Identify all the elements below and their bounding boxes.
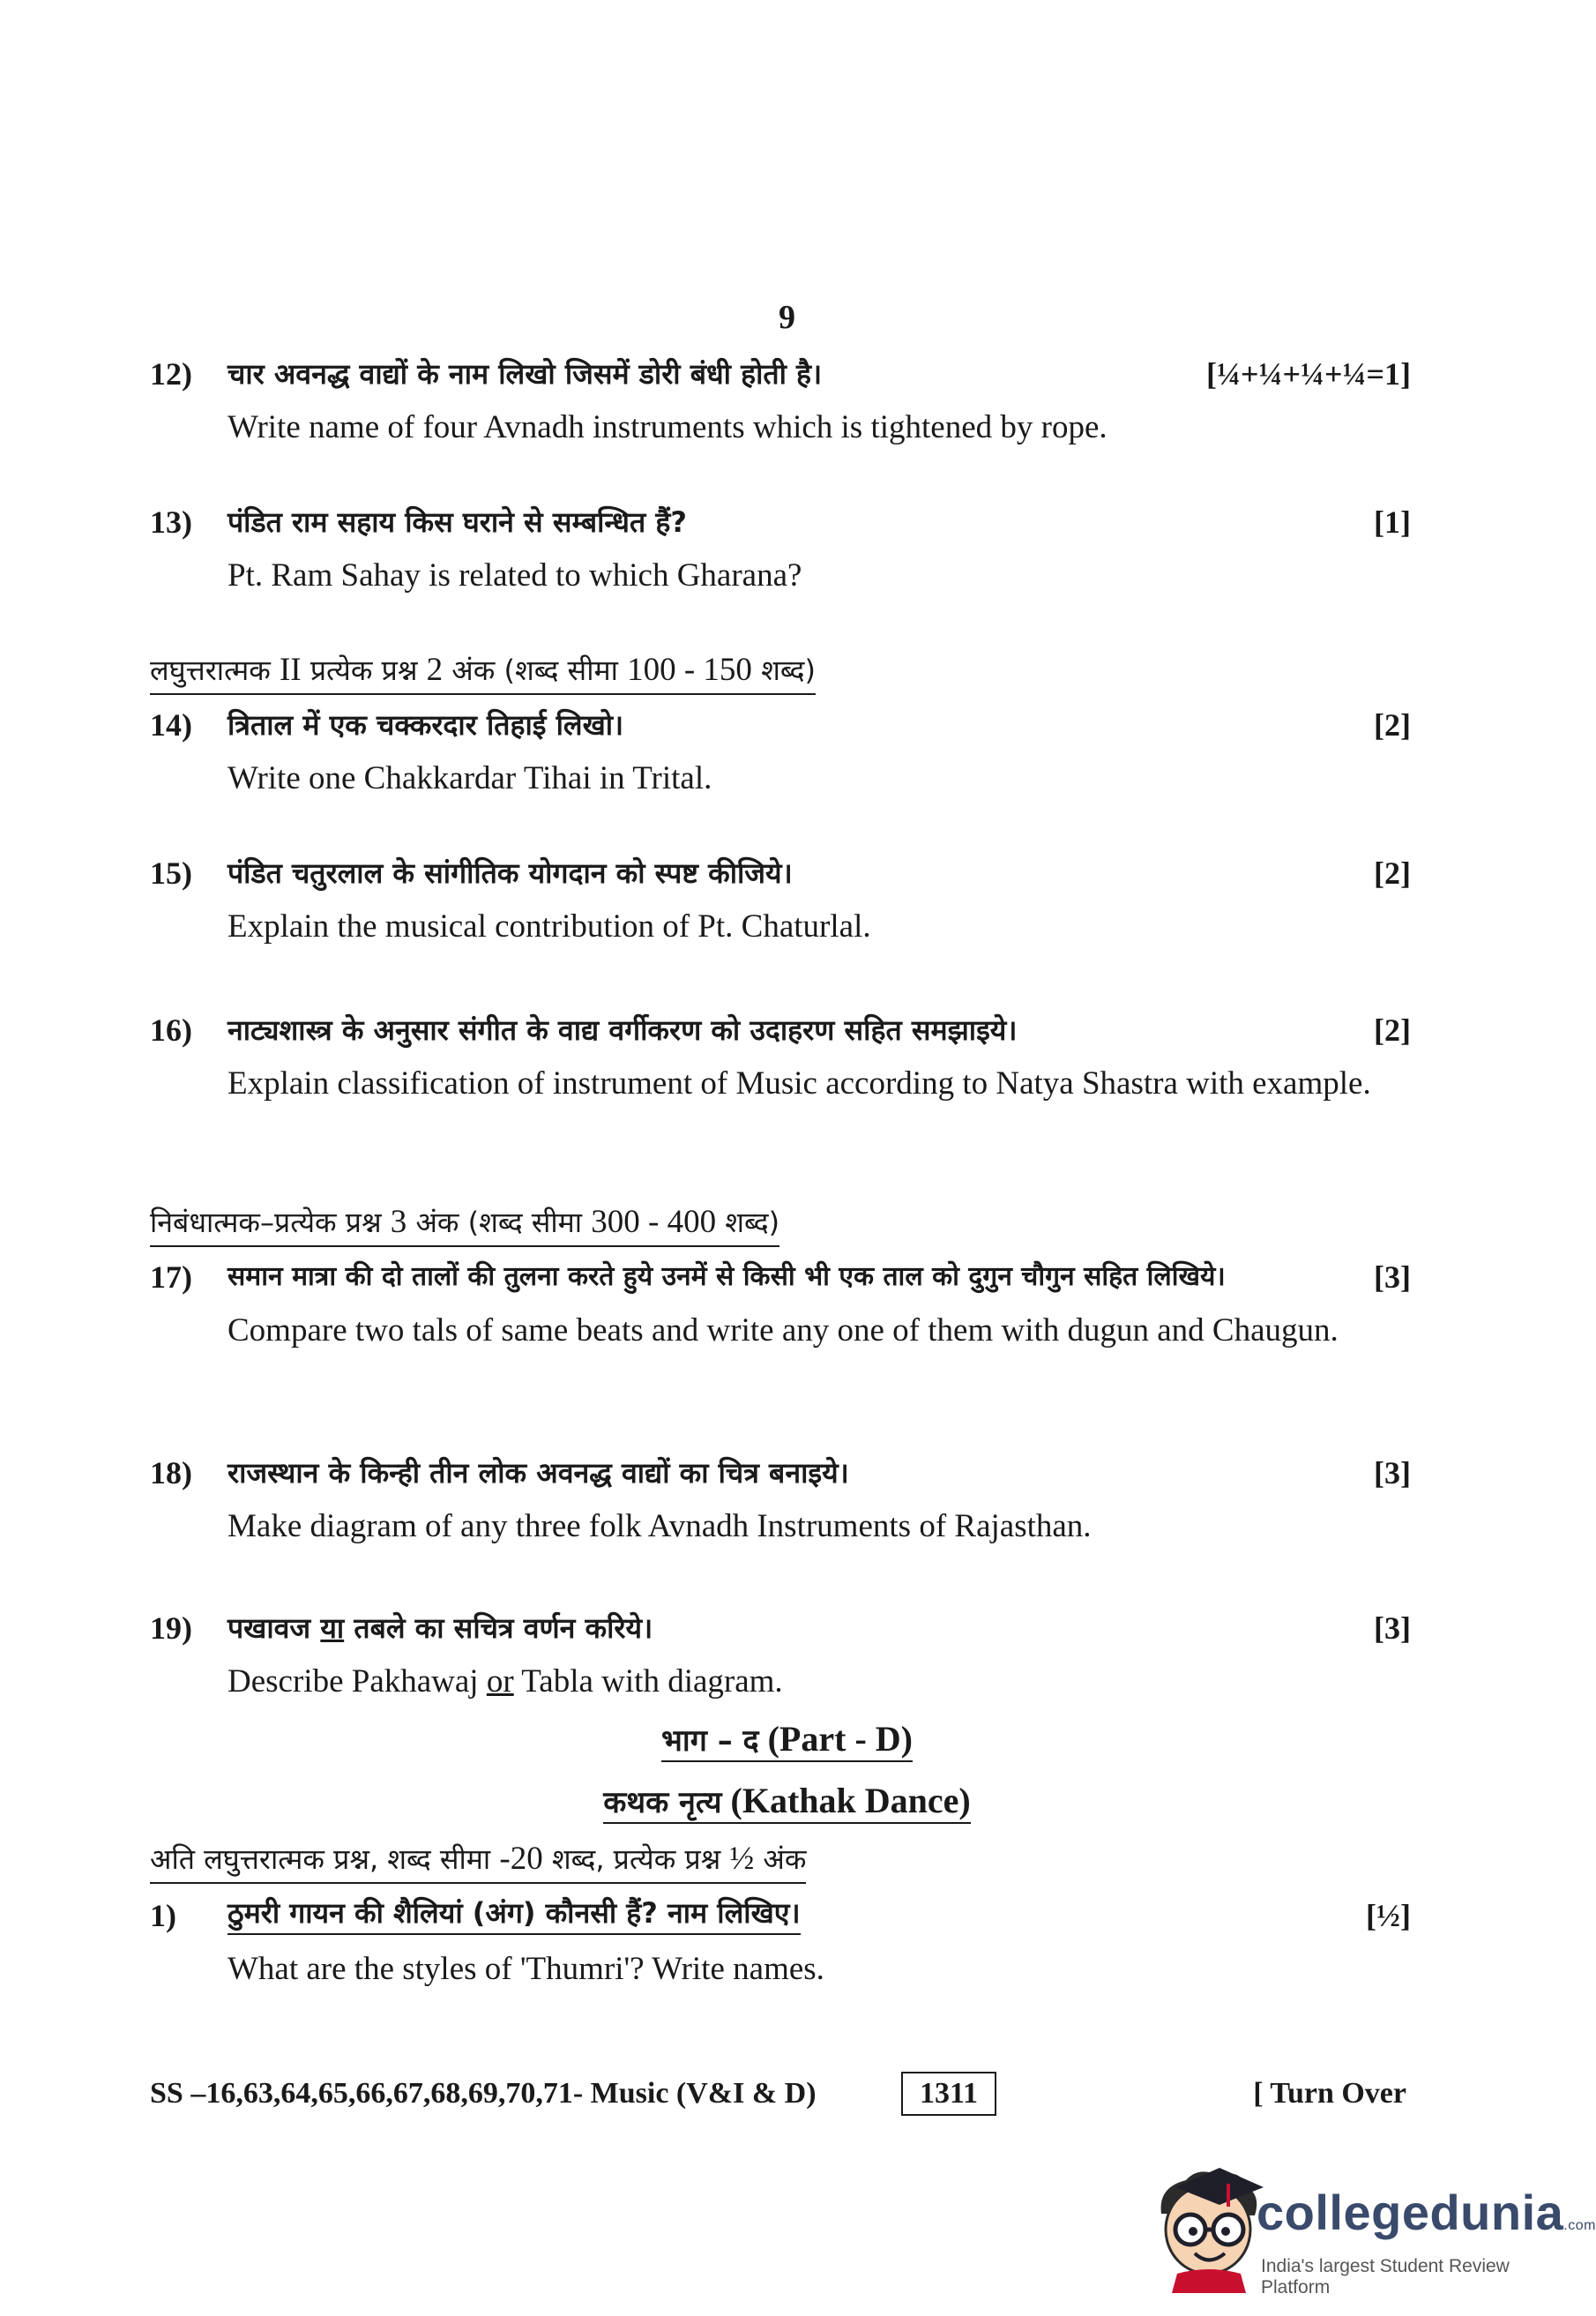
brand-tagline: India's largest Student Review Platform: [1261, 2256, 1510, 2297]
page-number: 9: [779, 299, 795, 336]
footer-turn-over: [ Turn Over: [1253, 2077, 1406, 2110]
question-marks: [2]: [1374, 1012, 1411, 1048]
section-text: 3: [390, 1204, 407, 1240]
question-marks: [2]: [1374, 855, 1411, 891]
question-hindi: नाट्यशास्त्र के अनुसार संगीत के वाद्य वर्गीकरण को उदाहरण सहित समझाइये।: [227, 1013, 1018, 1047]
question-marks: [3]: [1374, 1259, 1411, 1295]
footer-code: SS –16,63,64,65,66,67,68,69,70,71- Music (V&I & D): [150, 2077, 817, 2110]
section-text: अति लघुत्तरात्मक प्रश्न, शब्द सीमा: [150, 1842, 491, 1876]
question-12: [150, 351, 1411, 452]
question-english: What are the styles of 'Thumri'? Write names.: [227, 1951, 824, 1987]
section-heading-very-short: [150, 1838, 806, 1884]
question-english: Write one Chakkardar Tihai in Trital.: [227, 760, 712, 796]
question-14: [150, 702, 1411, 803]
kathak-latin: (Kathak Dance): [730, 1781, 971, 1820]
question-marks: [3]: [1374, 1455, 1411, 1490]
section-text: शब्द): [761, 654, 816, 687]
section-text: शब्द): [725, 1206, 780, 1239]
english-part: Tabla with diagram.: [521, 1663, 783, 1700]
section-heading-essay: [150, 1201, 779, 1247]
part-d-heading: [0, 1718, 1574, 1759]
question-marks: [1]: [1374, 504, 1411, 540]
question-marks: [3]: [1374, 1610, 1411, 1646]
section-text: निबंधात्मक–प्रत्येक प्रश्न: [150, 1206, 382, 1239]
question-marks: [½]: [1366, 1898, 1411, 1933]
question-number: 14): [150, 707, 192, 743]
question-english: Make diagram of any three folk Avnadh Instruments of Rajasthan.: [227, 1508, 1092, 1544]
question-16: [150, 1007, 1411, 1108]
question-marks: [2]: [1374, 707, 1411, 743]
question-hindi: समान मात्रा की दो तालों की तुलना करते हुये उनमें से किसी भी एक ताल को दुगुन चौगुन सहित लिखिये।: [227, 1261, 1226, 1292]
footer-box-code: 1311: [901, 2072, 996, 2116]
hindi-part: पखावज: [227, 1611, 311, 1645]
hindi-part: तबले का सचित्र वर्णन करिये।: [354, 1611, 653, 1645]
question-number: 1): [150, 1898, 176, 1933]
question-english: Explain classification of instrument of Music according to Natya Shastra with example.: [227, 1065, 1371, 1102]
english-or: or: [486, 1663, 514, 1700]
question-hindi: त्रिताल में एक चक्करदार तिहाई लिखो।: [227, 708, 624, 742]
question-english: Compare two tals of same beats and write any one of them with dugun and Chaugun.: [227, 1312, 1339, 1349]
section-text: 300 - 400: [591, 1204, 717, 1240]
section-text: -20: [499, 1841, 543, 1877]
question-19: [150, 1605, 1411, 1706]
section-text: शब्द, प्रत्येक प्रश्न: [551, 1842, 721, 1876]
brand-tld: .com: [1563, 2218, 1596, 2233]
question-hindi: पंडित राम सहाय किस घराने से सम्बन्धित हैं?: [227, 505, 687, 539]
kathak-hindi: कथक नृत्य: [603, 1785, 722, 1820]
question-17: [150, 1254, 1411, 1355]
question-18: [150, 1450, 1411, 1550]
question-english: Pt. Ram Sahay is related to which Gharana?: [227, 557, 802, 594]
question-number: 17): [150, 1259, 192, 1295]
section-text: II: [279, 652, 302, 688]
section-text: अंक (शब्द सीमा: [451, 654, 618, 687]
section-text: 100 - 150: [627, 652, 752, 688]
question-hindi: राजस्थान के किन्ही तीन लोक अवनद्ध वाद्यों का चित्र बनाइये।: [227, 1456, 849, 1490]
question-english: [227, 1658, 1411, 1706]
question-kathak-1: [150, 1893, 1411, 1993]
question-english: Explain the musical contribution of Pt. Chaturlal.: [227, 908, 871, 945]
section-text: 2: [426, 652, 444, 688]
question-number: 18): [150, 1455, 192, 1490]
question-number: 16): [150, 1012, 192, 1048]
kathak-heading: [0, 1780, 1574, 1821]
question-english: Write name of four Avnadh instruments which is tightened by rope.: [227, 409, 1108, 445]
brand-name: [1257, 2184, 1596, 2241]
part-d-latin: (Part - D): [767, 1719, 913, 1759]
question-hindi: [227, 1605, 653, 1651]
question-number: 19): [150, 1610, 192, 1646]
question-hindi: पंडित चतुरलाल के सांगीतिक योगदान को स्पष्ट कीजिये।: [227, 856, 793, 890]
section-text: अंक: [763, 1842, 807, 1876]
section-text: ½: [729, 1841, 755, 1877]
question-hindi: चार अवनद्ध वाद्यों के नाम लिखो जिसमें डोरी बंधी होती है।: [227, 357, 823, 391]
question-marks: [¼+¼+¼+¼=1]: [1205, 356, 1411, 392]
part-d-hindi: भाग – द: [661, 1723, 759, 1759]
question-15: [150, 850, 1411, 951]
question-number: 12): [150, 356, 192, 392]
section-text: लघुत्तरात्मक: [150, 654, 271, 687]
english-part: Describe Pakhawaj: [227, 1663, 479, 1700]
section-heading-short-2: [150, 649, 816, 695]
section-text: प्रत्येक प्रश्न: [310, 654, 418, 687]
question-13: [150, 499, 1411, 600]
section-text: अंक (शब्द सीमा: [415, 1206, 583, 1239]
question-hindi: ठुमरी गायन की शैलियां (अंग) कौनसी हैं? नाम लिखिए।: [227, 1893, 801, 1935]
question-number: 13): [150, 504, 192, 540]
brand-text: collegedunia: [1257, 2185, 1564, 2240]
question-number: 15): [150, 855, 192, 891]
hindi-or: या: [320, 1611, 345, 1645]
